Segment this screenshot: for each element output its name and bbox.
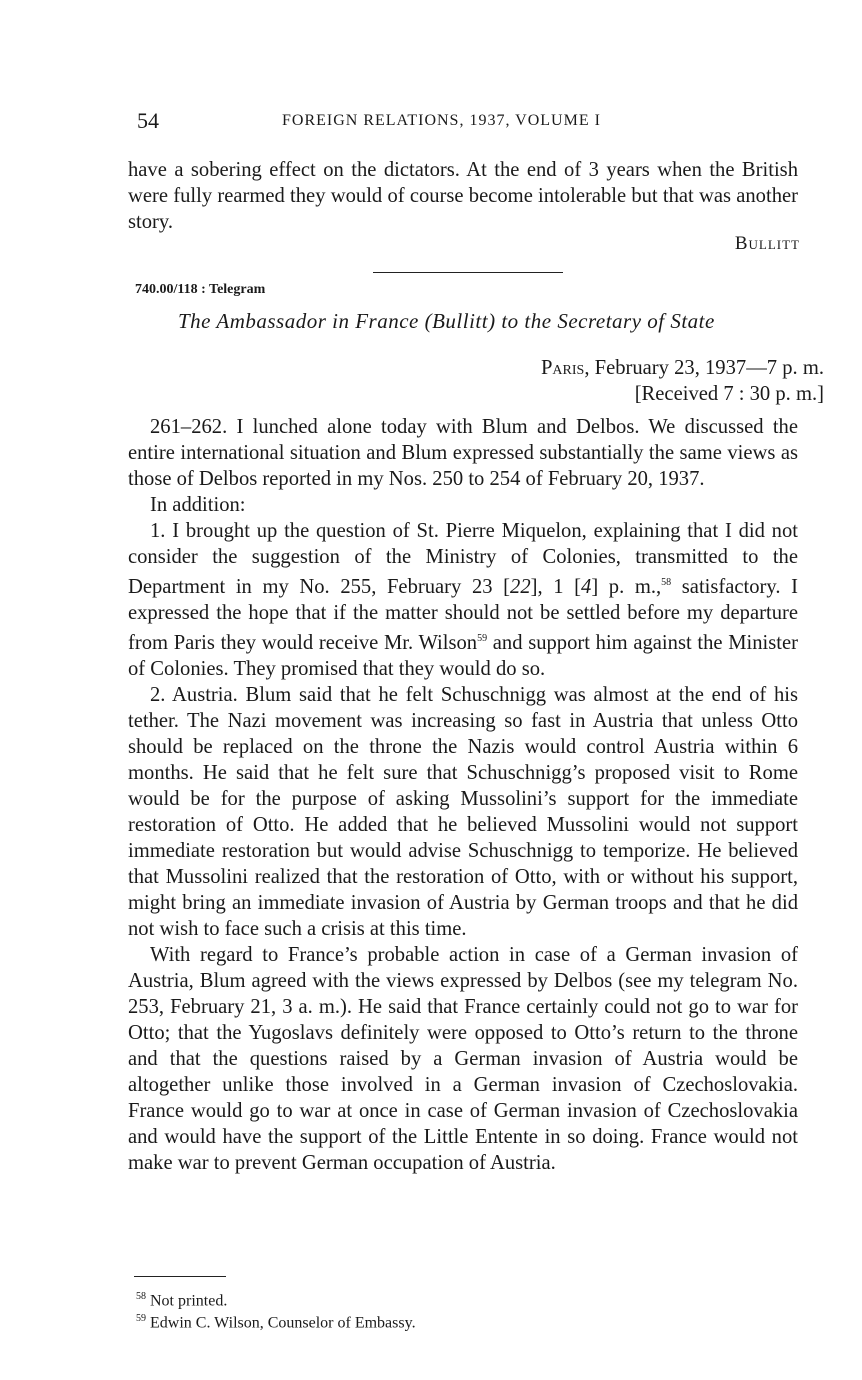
- page-number: 54: [137, 108, 159, 133]
- editorial-correction: 4: [581, 575, 592, 598]
- dateline-date: , February 23, 1937—7 p. m.: [584, 357, 824, 379]
- dateline-place: Paris: [540, 357, 585, 379]
- received-time: [Received 7 : 30 p. m.]: [634, 383, 824, 405]
- paragraph-2: In addition:: [150, 494, 246, 516]
- continuation-text: have a sobering effect on the dictators. At the end of 3 years when the British were fully rearmed they would of course become intolerable but that was another story.: [128, 159, 798, 233]
- signature: Bullitt: [734, 233, 800, 254]
- footnote-58: $^{58}$ Not printed.: [136, 1291, 228, 1310]
- file-reference: 740.00/118 : Telegram: [135, 282, 266, 297]
- footnote-ref-59[interactable]: 59: [477, 632, 488, 644]
- editorial-correction: 22: [510, 575, 531, 598]
- document-title: The Ambassador in France (Bullitt) to the Secretary of State: [178, 309, 715, 333]
- footnote-ref-58[interactable]: 58: [661, 577, 672, 588]
- paragraph-5: With regard to France’s probable action in case of a German invasion of Austria, Blum agreed with the views expressed by Delbos (see my telegram No. 253, February 21, 3 a. m.). He said that France certainly could not go to war for Otto; that the Yugoslavs definitely were opposed to Otto’s return to the throne and that the questions raised by a German invasion of Austria would be altogether unlike those involved in a German invasion of Czechoslovakia. France would go to war at once in case of German invasion of Czechoslovakia and would have the support of the Little Entente in so doing. France would not make war to prevent German occupation of Austria.: [128, 943, 798, 1174]
- telegram-body: [128, 414, 798, 1176]
- paragraph-4: 2. Austria. Blum said that he felt Schuschnigg was almost at the end of his tether. The Nazi movement was increasing so fast in Austria that unless Otto should be replaced on the throne the Nazis would control Austria within 6 months. He said that he felt sure that Schuschnigg’s proposed visit to Rome would be for the purpose of asking Mussolini’s support for the immediate restoration of Otto. He added that he believed Mussolini would not support immediate restoration but would advise Schuschnigg to temporize. He believed that Mussolini realized that the restoration of Otto, with or without his support, might bring an immediate invasion of Austria by German troops and that he did not wish to face such a crisis at this time.: [128, 683, 798, 940]
- section-divider: [373, 272, 563, 273]
- paragraph-1: 261–262. I lunched alone today with Blum and Delbos. We discussed the entire international situation and Blum expressed substantially the same views as those of Delbos reported in my Nos. 250 to 254 of February 20, 1937.: [128, 416, 798, 490]
- footnotes: [136, 1288, 416, 1333]
- dateline: [541, 355, 824, 407]
- continuation-paragraph: [128, 157, 798, 235]
- paragraph-3: 1. I brought up the question of St. Pierre Miquelon, explaining that I did not consider the suggestion of the Ministry of Colonies, transmitted to the Department in my No. 255, February 23 [22], 1 [4] p. m.,$^{58}$ satisfactory. I expressed the hope that if the matter should not be settled before my departure from Paris they would receive Mr. Wilson$^{59}$ and support him against the Minister of Colonies. They promised that they would do so.: [128, 520, 798, 680]
- footnote-divider: [134, 1276, 226, 1277]
- footnote-59: $^{59}$ Edwin C. Wilson, Counselor of Embassy.: [136, 1313, 416, 1332]
- running-head: FOREIGN RELATIONS, 1937, VOLUME I: [282, 112, 601, 129]
